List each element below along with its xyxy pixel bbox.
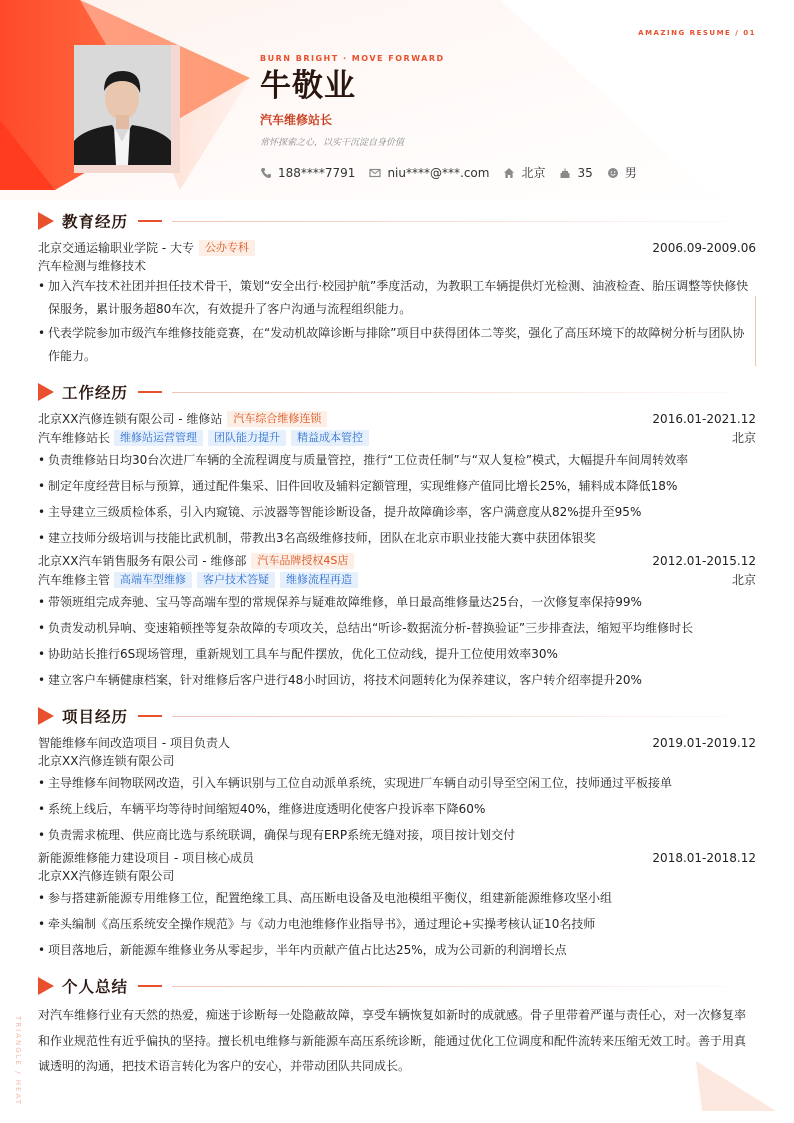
summary-text: 对汽车维修行业有天然的热爱，痴迷于诊断每一处隐蔽故障，享受车辆恢复如新时的成就感。骨子里带着严谨与责任心，对一次修复率和作业规范性有近乎偏执的坚持。擅长机电维修与新能源车高压系统诊断，能通过优化工位调度和配件流转来压缩无效工时。善于用真诚透明的沟通，把技术语言转化为客户的安心，并带动团队共同成长。 (38, 1008, 747, 1074)
contact-gender (607, 164, 637, 181)
section-divider (172, 986, 726, 987)
education-bullets (38, 275, 756, 367)
project-entry (38, 733, 756, 848)
project-period: 2019.01-2019.12 (652, 735, 756, 750)
contact-age (559, 166, 592, 180)
avatar (74, 45, 171, 165)
contact-phone (260, 166, 355, 180)
list-item: • 制定年度经营目标与预算，通过配件集采、旧件回收及辅料定额管理，实现维修产值同比增长25%，辅料成本降低18% (38, 473, 756, 499)
project-org: 北京XX汽修连锁有限公司 (38, 869, 175, 884)
section-divider (172, 716, 726, 717)
project-period: 2018.01-2018.12 (652, 850, 756, 865)
job-entry (38, 551, 756, 693)
project-name: 新能源维修能力建设项目 - 项目核心成员 (38, 851, 254, 866)
contact-bar (260, 164, 637, 181)
list-item: • 系统上线后，车辆平均等待时间缩短40%，维修进度透明化使客户投诉率下降60% (38, 796, 756, 822)
school-tag: 公办专科 (199, 240, 255, 256)
title-dash (138, 715, 162, 717)
company-name: 北京XX汽修连锁有限公司 - 维修站 (38, 412, 223, 427)
major: 汽车检测与维修技术 (38, 259, 147, 273)
section-divider (172, 221, 726, 222)
company-tag: 汽车品牌授权4S店 (251, 553, 354, 569)
skill-tag: 团队能力提升 (208, 430, 286, 446)
city: 北京 (521, 166, 546, 180)
header (260, 54, 637, 181)
project-bullets (38, 770, 756, 848)
section-divider (172, 392, 726, 393)
skill-tag: 高端车型维修 (114, 572, 192, 588)
job-entry (38, 409, 756, 551)
job-bullets (38, 447, 756, 551)
project-name: 智能维修车间改造项目 - 项目负责人 (38, 736, 230, 751)
skill-tag: 客户技术答疑 (197, 572, 275, 588)
job-title: 汽车维修站长 (260, 113, 333, 127)
job-period: 2016.01-2021.12 (652, 411, 756, 426)
section-header (38, 701, 756, 731)
cake-icon (559, 167, 571, 179)
school-name: 北京交通运输职业学院 - 大专 (38, 241, 194, 255)
triangle-icon (38, 707, 54, 725)
resume-body (38, 206, 756, 1080)
projects-section (38, 701, 756, 963)
section-header (38, 206, 756, 236)
list-item: • 加入汽车技术社团并担任技术骨干，策划“安全出行·校园护航”季度活动，为教职工车辆提供灯光检测、油液检查、胎压调整等快修快保服务，累计服务超80车次，有效提升了客户沟通与流程组织能力。 (38, 275, 756, 320)
candidate-name: 牛敬业 (260, 68, 356, 104)
list-item: • 负责维修站日均30台次进厂车辆的全流程调度与质量管控，推行“工位责任制”与“双人复检”模式，大幅提升车间周转效率 (38, 447, 756, 473)
job-location: 北京 (731, 573, 756, 588)
company-row (38, 409, 756, 428)
list-item: • 主导建立三级质检体系，引入内窥镜、示波器等智能诊断设备，提升故障确诊率，客户满意度从82%提升至95% (38, 499, 756, 525)
job-location: 北京 (731, 431, 756, 446)
project-row (38, 733, 756, 752)
contact-city (503, 164, 545, 181)
section-title: 工作经历 (62, 384, 129, 403)
side-rail (755, 296, 756, 366)
list-item: • 建立技师分级培训与技能比武机制，带教出3名高级维修技师，团队在北京市职业技能大赛中获团体银奖 (38, 525, 756, 551)
skill-tag: 精益成本管控 (291, 430, 369, 446)
position: 汽车维修主管 (38, 573, 111, 588)
tagline: 常怀探索之心，以实干沉淀自身价值 (260, 138, 405, 148)
portrait-icon (74, 45, 171, 165)
list-item: • 带领班组完成奔驰、宝马等高端车型的常规保养与疑难故障维修，单日最高维修量达25台，一次修复率保持99% (38, 589, 756, 615)
work-section (38, 377, 756, 693)
list-item: • 协助站长推行6S现场管理，重新规划工具车与配件摆放，优化工位动线，提升工位使用效率30% (38, 641, 756, 667)
smile-icon (607, 167, 619, 179)
triangle-icon (38, 212, 54, 230)
project-row (38, 848, 756, 867)
list-item: • 主导维修车间物联网改造，引入车辆识别与工位自动派单系统，实现进厂车辆自动引导至空闲工位，技师通过平板接单 (38, 770, 756, 796)
project-org: 北京XX汽修连锁有限公司 (38, 754, 175, 769)
phone-number: 188****7791 (278, 165, 356, 180)
motto: BURN BRIGHT · MOVE FORWARD (260, 54, 445, 63)
company-name: 北京XX汽车销售服务有限公司 - 维修部 (38, 554, 247, 569)
company-tag: 汽车综合维修连锁 (227, 411, 327, 427)
gender: 男 (624, 166, 637, 180)
side-watermark: TRIANGLE / HEAT (14, 1016, 22, 1106)
position-row (38, 428, 756, 447)
list-item: • 代表学院参加市级汽车维修技能竞赛，在“发动机故障诊断与排除”项目中获得团体二等奖，强化了高压环境下的故障树分析与团队协作能力。 (38, 322, 756, 367)
position: 汽车维修站长 (38, 431, 111, 446)
skill-tag: 维修流程再造 (280, 572, 358, 588)
education-row (38, 238, 756, 257)
contact-email (369, 166, 489, 180)
triangle-icon (38, 383, 54, 401)
list-item: • 项目落地后，新能源车维修业务从零起步，半年内贡献产值占比达25%，成为公司新的利润增长点 (38, 937, 756, 963)
list-item: • 建立客户车辆健康档案，针对维修后客户进行48小时回访，将技术问题转化为保养建议，客户转介绍率提升20% (38, 667, 756, 693)
triangle-icon (38, 977, 54, 995)
phone-icon (260, 167, 272, 179)
section-title: 教育经历 (62, 213, 129, 231)
company-row (38, 551, 756, 570)
skill-tag: 维修站运营管理 (114, 430, 203, 446)
section-title: 项目经历 (62, 708, 129, 727)
list-item: • 负责需求梳理、供应商比选与系统联调，确保与现有ERP系统无缝对接，项目按计划交付 (38, 822, 756, 848)
section-header (38, 971, 756, 1001)
summary-section (38, 971, 756, 1080)
title-dash (138, 391, 162, 393)
education-period: 2006.09-2009.06 (652, 240, 756, 255)
title-dash (138, 220, 162, 222)
education-section (38, 206, 756, 367)
project-bullets (38, 885, 756, 963)
title-dash (138, 985, 162, 987)
position-row (38, 570, 756, 589)
project-entry (38, 848, 756, 963)
section-title: 个人总结 (62, 978, 129, 997)
list-item: • 牵头编制《高压系统安全操作规范》与《动力电池维修作业指导书》，通过理论+实操考核认证10名技师 (38, 911, 756, 937)
email-address: niu****@***.com (387, 165, 490, 180)
list-item: • 参与搭建新能源专用维修工位，配置绝缘工具、高压断电设备及电池模组平衡仪，组建新能源维修攻坚小组 (38, 885, 756, 911)
home-icon (503, 167, 515, 179)
job-period: 2012.01-2015.12 (652, 553, 756, 568)
section-header (38, 377, 756, 407)
list-item: • 负责发动机异响、变速箱顿挫等复杂故障的专项攻关，总结出“听诊-数据流分析-替换验证”三步排查法，缩短平均维修时长 (38, 615, 756, 641)
job-bullets (38, 589, 756, 693)
resume-tag: AMAZING RESUME / 01 (638, 29, 756, 37)
mail-icon (369, 167, 381, 179)
age: 35 (577, 165, 593, 180)
